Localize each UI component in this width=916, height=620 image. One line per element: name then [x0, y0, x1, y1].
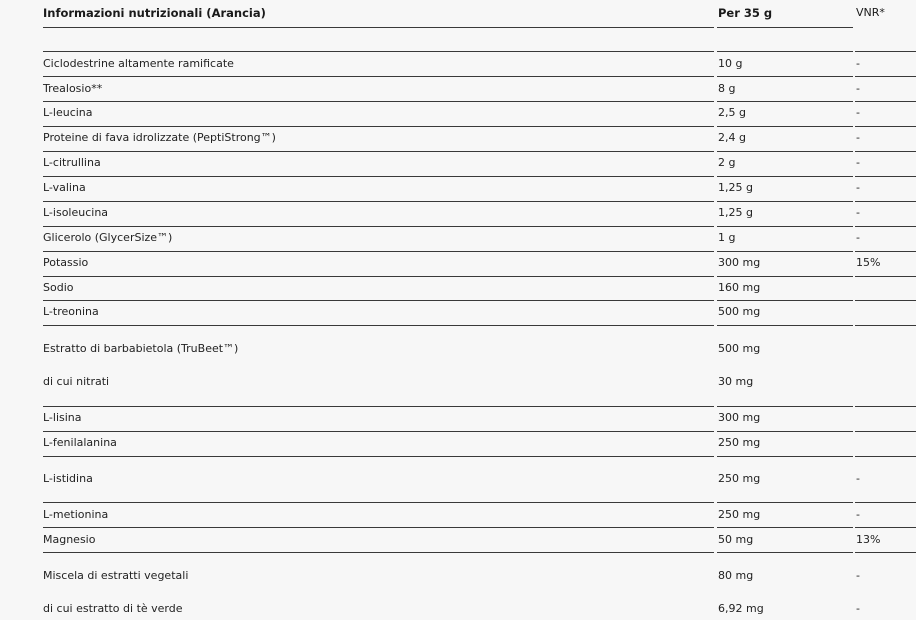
row-divider: [717, 176, 853, 177]
table-cell-amount: 80 mg: [718, 569, 754, 582]
row-divider: [717, 27, 853, 28]
row-divider: [717, 527, 853, 528]
table-cell-name: L-isoleucina: [43, 206, 109, 219]
row-divider: [43, 406, 714, 407]
row-divider: [43, 276, 714, 277]
row-divider: [855, 176, 916, 177]
table-cell-name: L-istidina: [43, 472, 93, 485]
table-cell-name: L-citrullina: [43, 156, 101, 169]
row-divider: [855, 502, 916, 503]
row-divider: [855, 76, 916, 77]
row-divider: [43, 27, 714, 28]
table-cell-name: L-leucina: [43, 106, 93, 119]
table-cell-name: L-lisina: [43, 411, 82, 424]
table-cell-amount: 10 g: [718, 57, 743, 70]
row-divider: [717, 251, 853, 252]
row-divider: [43, 431, 714, 432]
table-cell-vnr: -: [856, 57, 860, 70]
row-divider: [43, 226, 714, 227]
table-cell-name: Ciclodestrine altamente ramificate: [43, 57, 234, 70]
row-divider: [43, 126, 714, 127]
row-divider: [717, 51, 853, 52]
row-divider: [717, 502, 853, 503]
row-divider: [717, 325, 853, 326]
table-cell-amount: 6,92 mg: [718, 602, 764, 615]
row-divider: [43, 76, 714, 77]
table-cell-name: Potassio: [43, 256, 89, 269]
row-divider: [43, 527, 714, 528]
table-cell-vnr: -: [856, 231, 860, 244]
row-divider: [855, 552, 916, 553]
row-divider: [855, 251, 916, 252]
row-divider: [717, 151, 853, 152]
table-cell-vnr: 13%: [856, 533, 881, 546]
row-divider: [717, 101, 853, 102]
row-divider: [43, 300, 714, 301]
table-cell-amount: 1,25 g: [718, 181, 753, 194]
row-divider: [855, 101, 916, 102]
table-cell-amount: 50 mg: [718, 533, 754, 546]
table-header-per: Per 35 g: [718, 6, 773, 20]
table-cell-amount: 30 mg: [718, 375, 754, 388]
row-divider: [855, 431, 916, 432]
table-cell-amount: 250 mg: [718, 472, 761, 485]
table-cell-amount: 2,5 g: [718, 106, 746, 119]
table-cell-name: L-fenilalanina: [43, 436, 117, 449]
table-cell-vnr: 15%: [856, 256, 881, 269]
table-cell-name: Estratto di barbabietola (TruBeet™): [43, 342, 239, 355]
row-divider: [855, 527, 916, 528]
table-cell-name: Sodio: [43, 281, 74, 294]
table-cell-name: Glicerolo (GlycerSize™): [43, 231, 173, 244]
row-divider: [855, 201, 916, 202]
table-cell-amount: 160 mg: [718, 281, 761, 294]
table-cell-vnr: -: [856, 181, 860, 194]
table-cell-amount: 500 mg: [718, 342, 761, 355]
table-cell-amount: 1,25 g: [718, 206, 753, 219]
table-cell-vnr: -: [856, 569, 860, 582]
table-cell-amount: 300 mg: [718, 256, 761, 269]
row-divider: [43, 51, 714, 52]
table-cell-amount: 2,4 g: [718, 131, 746, 144]
table-header-vnr: VNR*: [856, 6, 885, 19]
row-divider: [855, 126, 916, 127]
table-cell-vnr: -: [856, 508, 860, 521]
row-divider: [43, 201, 714, 202]
table-cell-name: di cui estratto di tè verde: [43, 602, 183, 615]
table-cell-amount: 1 g: [718, 231, 736, 244]
row-divider: [717, 276, 853, 277]
row-divider: [43, 151, 714, 152]
table-cell-amount: 250 mg: [718, 508, 761, 521]
row-divider: [717, 431, 853, 432]
row-divider: [855, 325, 916, 326]
table-cell-amount: 250 mg: [718, 436, 761, 449]
row-divider: [717, 406, 853, 407]
row-divider: [717, 226, 853, 227]
table-cell-name: L-metionina: [43, 508, 109, 521]
row-divider: [43, 456, 714, 457]
row-divider: [855, 151, 916, 152]
row-divider: [855, 406, 916, 407]
table-cell-amount: 8 g: [718, 82, 736, 95]
table-cell-vnr: -: [856, 472, 860, 485]
row-divider: [855, 226, 916, 227]
table-header-name: Informazioni nutrizionali (Arancia): [43, 6, 266, 20]
row-divider: [43, 101, 714, 102]
row-divider: [717, 76, 853, 77]
table-cell-vnr: -: [856, 131, 860, 144]
table-cell-name: Miscela di estratti vegetali: [43, 569, 189, 582]
table-cell-vnr: -: [856, 602, 860, 615]
row-divider: [43, 176, 714, 177]
row-divider: [717, 456, 853, 457]
table-cell-name: Trealosio**: [43, 82, 103, 95]
row-divider: [855, 51, 916, 52]
table-cell-name: L-valina: [43, 181, 86, 194]
row-divider: [43, 251, 714, 252]
row-divider: [855, 456, 916, 457]
row-divider: [43, 325, 714, 326]
row-divider: [855, 300, 916, 301]
row-divider: [43, 552, 714, 553]
table-cell-name: L-treonina: [43, 305, 99, 318]
table-cell-vnr: -: [856, 82, 860, 95]
table-cell-name: Proteine di fava idrolizzate (PeptiStrong™): [43, 131, 276, 144]
table-cell-amount: 500 mg: [718, 305, 761, 318]
table-cell-vnr: -: [856, 206, 860, 219]
row-divider: [717, 300, 853, 301]
table-cell-name: di cui nitrati: [43, 375, 110, 388]
row-divider: [717, 201, 853, 202]
table-cell-amount: 2 g: [718, 156, 736, 169]
table-cell-amount: 300 mg: [718, 411, 761, 424]
table-cell-name: Magnesio: [43, 533, 96, 546]
table-cell-vnr: -: [856, 156, 860, 169]
row-divider: [43, 502, 714, 503]
row-divider: [717, 552, 853, 553]
row-divider: [717, 126, 853, 127]
table-cell-vnr: -: [856, 106, 860, 119]
row-divider: [855, 276, 916, 277]
